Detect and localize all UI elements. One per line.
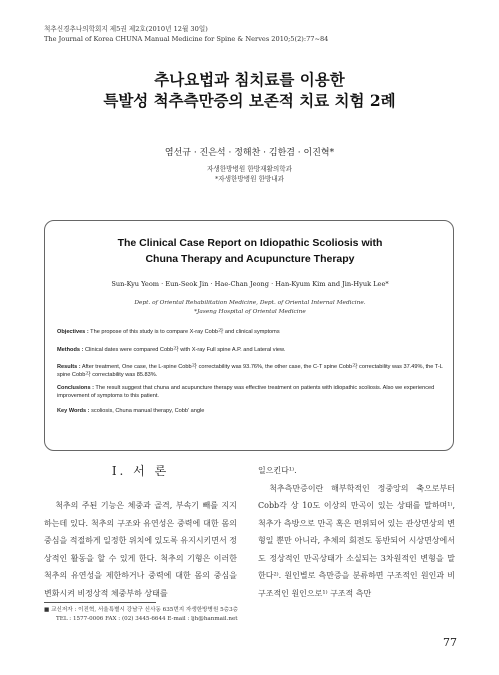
page-number: 77 [443, 636, 457, 649]
english-title-line1: The Clinical Case Report on Idiopathic Scoliosis with [117, 237, 383, 249]
abstract-conclusions [57, 384, 445, 400]
keywords-text: scoliosis, Chuna manual therapy, Cobb' angle [89, 408, 205, 414]
korean-affiliation-1: 자생한방병원 한방재활의학과 [207, 165, 292, 173]
journal-header-english: The Journal of Korea CHUNA Manual Medicine for Spine & Nerves 2010;5(2):77~84 [44, 35, 329, 43]
left-column [44, 497, 237, 602]
korean-title [0, 69, 499, 111]
left-column-paragraph: 척추의 주된 기능은 체중과 골격, 부속기 빼를 지지하는데 있다. 척추의 구조와 유연성은 중력에 대한 몸의 중심을 적절하게 일정한 위치에 있도록 유지시키면서 정상적인 활동을 할 수 있게 한다. 척추의 기형은 이러한 척추의 유연성을 제한하거나 중력에 대한 몸의 중심을 변화시켜 비정상적 체중부하 상태를 [44, 501, 237, 598]
objectives-label: Objectives : [57, 329, 89, 335]
english-affiliation-1: Dept. of Oriental Rehabilitation Medicine, Dept. of Oriental Internal Medicine. [134, 300, 366, 306]
corresponding-author-footnote [44, 606, 238, 624]
abstract-box [44, 220, 454, 451]
english-title-line2: Chuna Therapy and Acupuncture Therapy [145, 253, 355, 265]
journal-header-korean: 척추신경추나의학회지 제5권 제2호(2010년 12월 30일) [44, 25, 208, 33]
korean-authors: 염선규 · 진은석 · 정해찬 · 김한겸 · 이진혁* [164, 148, 335, 158]
korean-title-line2: 특발성 척추측만증의 보존적 치료 치험 2례 [103, 91, 396, 110]
footnote-line1: ■ 교신저자 : 이진혁, 서울특별시 강남구 신사동 635번지 자생한방병원 5층3층 [44, 607, 239, 613]
footnote-line2: TEL : 1577-0006 FAX : (02) 3445-6644 E-mail : ljh@hanmail.net [56, 616, 238, 622]
objectives-text: The propose of this study is to compare X-ray Cobb각 and clinical symptoms [88, 329, 280, 335]
footnote-divider [44, 602, 156, 603]
korean-affiliations [0, 164, 499, 184]
right-column-paragraph: 척추측만증이란 해부학적인 정중앙의 축으로부터 Cobb각 상 10도 이상의 만곡이 있는 상태를 말하며¹⁾, 척추가 측방으로 만곡 혹은 편위되어 있는 관상면상의 변형일 뿐만 아니라, 추체의 회전도 동반되어 시상면상에서도 정상적인 만곡상태가 소실되는 3차원적인 변형을 말한다²⁾. 원인별로 측만증을 분류하면 구조적인 원인과 비구조적인 원인으로¹⁾ 구조적 측만 [258, 483, 455, 598]
abstract-results [57, 363, 445, 379]
journal-header [44, 24, 328, 44]
section-heading-introduction: Ⅰ. 서 론 [111, 464, 170, 478]
abstract-methods [57, 346, 445, 354]
results-label: Results : [57, 364, 81, 370]
abstract-objectives [57, 328, 445, 336]
methods-text: Clinical dates were compared Cobb각 with X-ray Full spine A.P. and Lateral view. [83, 347, 286, 353]
english-authors: Sun-Kyu Yeom · Eun-Seok Jin · Hae-Chan Jeong · Han-Kyum Kim and Jin-Hyuk Lee* [111, 280, 389, 288]
results-text: After treatment, One case, the L-spine Cobb각 correctability was 93.76%, the other case, the C-T spine Cobb각 correctability was 37.49%, the T-L spine Cobb각 correctability was 85.83%. [57, 364, 443, 378]
right-column [258, 462, 455, 602]
english-affiliation-2: *Jaseng Hospital of Oriental Medicine [194, 309, 306, 315]
conclusions-label: Conclusions : [57, 385, 94, 391]
methods-label: Methods : [57, 347, 84, 353]
english-affiliations [45, 299, 455, 317]
abstract-keywords [57, 407, 445, 415]
english-title [45, 235, 455, 267]
conclusions-text: The result suggest that chuna and acupuncture therapy was effective treatment on patients with idiopathic scoliosis. Also we experienced improvement of symptoms to this patient. [57, 385, 435, 399]
korean-affiliation-2: *자생한방병원 한방내과 [214, 175, 285, 183]
keywords-label: Key Words : [57, 408, 90, 414]
right-column-first-line: 일으킨다¹⁾. [258, 466, 297, 475]
korean-title-line1: 추나요법과 침치료를 이용한 [154, 70, 345, 89]
